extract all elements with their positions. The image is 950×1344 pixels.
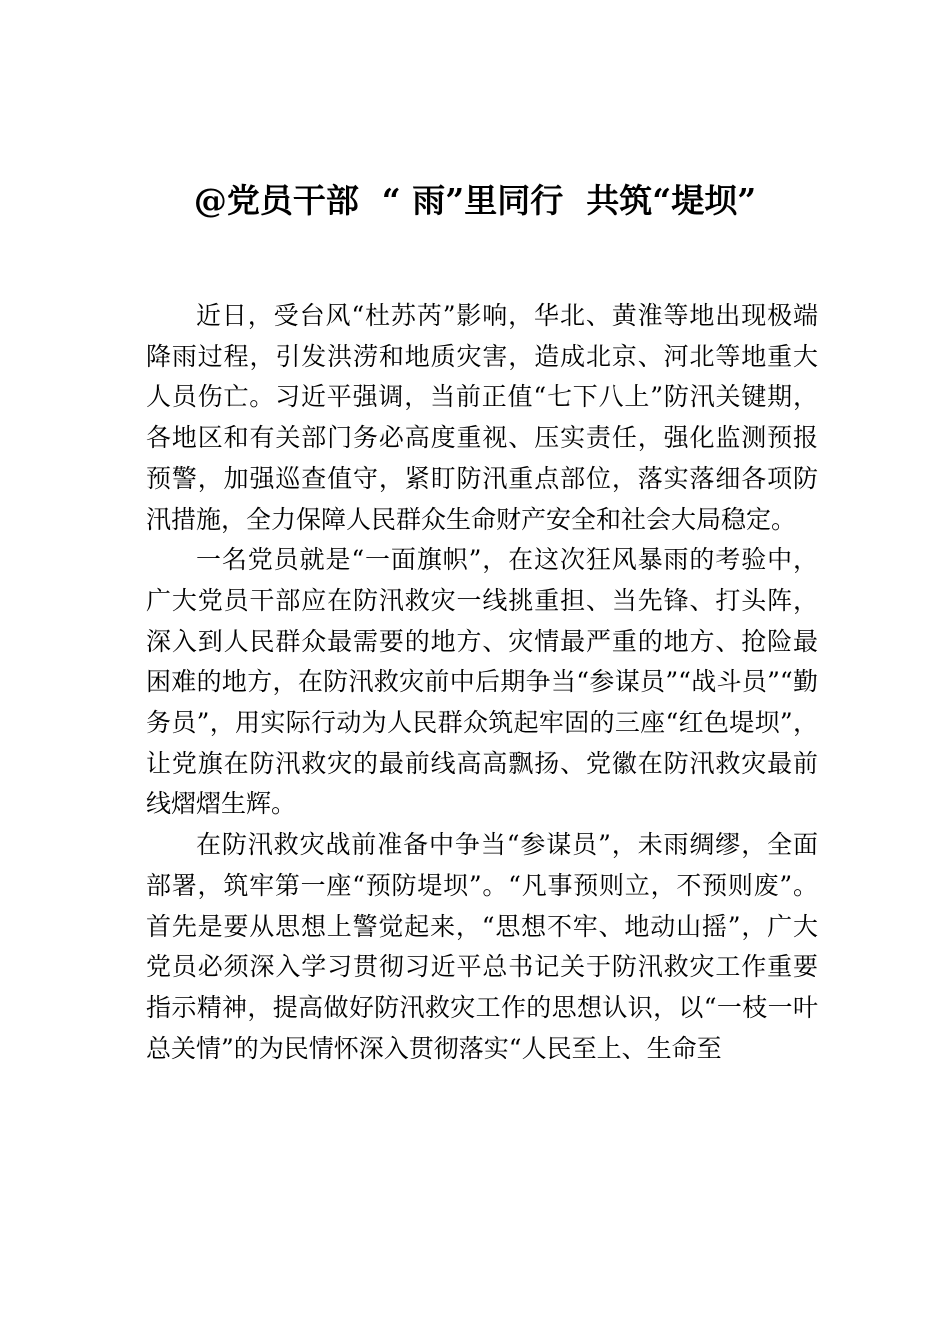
document-body (146, 296, 818, 1069)
document-title: @党员干部 “ 雨”里同行 共筑“堤坝” (193, 181, 757, 220)
paragraph-2: 一名党员就是“一面旗帜”，在这次狂风暴雨的考验中，广大党员干部应在防汛救灾一线挑重担、当先锋、打头阵， 深入到人民群众最需要的地方、灾情最严重的地方、抢险最困难的地方，在防汛救灾前中后期争当“参谋员”“战斗员”“勤务员”，用实际行动为人民群众筑起牢固的三座“红色堤坝”，让党旗在防汛救灾的最前线高高飘扬、党徽在防汛救灾最前线熠熠生辉。 (146, 545, 818, 819)
paragraph-1: 近日，受台风“杜苏芮”影响，华北、黄淮等地出现极端降雨过程，引发洪涝和地质灾害，造成北京、河北等地重大人员伤亡。习近平强调，当前正值“七下八上”防汛关键期，各地区和有关部门务必高度重视、压实责任，强化监测预报预警，加强巡查值守，紧盯防汛重点部位，落实落细各项防汛措施，全力保障人民群众生命财产安全和社会大局稳定。 (146, 301, 818, 534)
paragraph-3: 在防汛救灾战前准备中争当“参谋员”，未雨绸缪，全面部署，筑牢第一座“预防堤坝”。“凡事预则立，不预则废”。首先是要从思想上警觉起来，“思想不牢、地动山摇”，广大党员必须深入学习贯彻习近平总书记关于防汛救灾工作重要指示精神，提高做好防汛救灾工作的思想认识，以“一枝一叶总关情”的为民情怀深入贯彻落实“人民至上、生命至 (146, 830, 818, 1063)
